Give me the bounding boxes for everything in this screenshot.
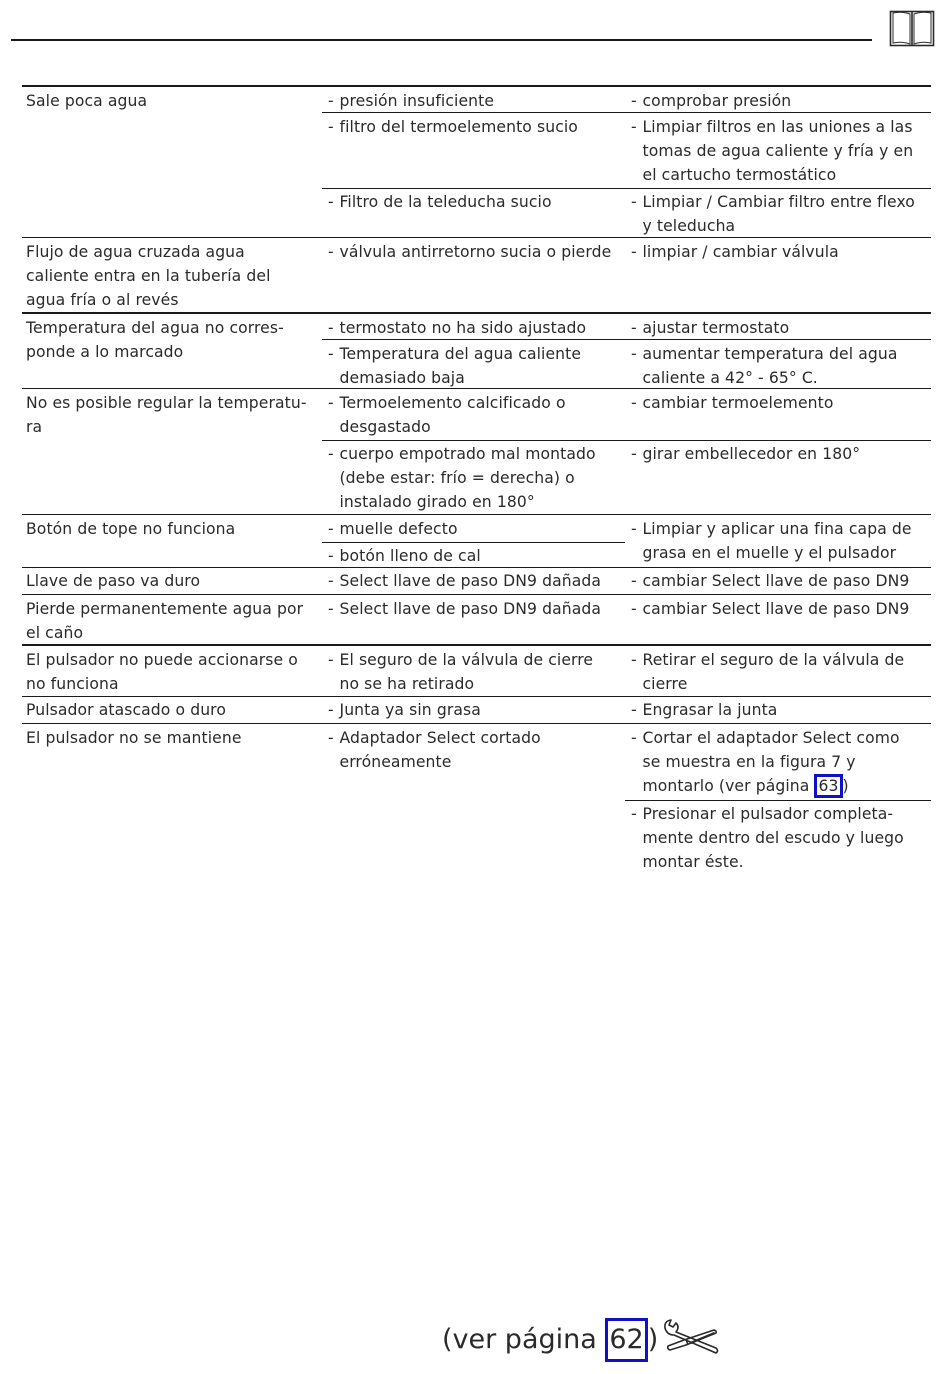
table-row [22, 567, 931, 594]
row-divider [625, 800, 931, 801]
remedy-item: - cambiar termoelemento [631, 394, 834, 412]
cause-item: - Filtro de la teleducha sucio [328, 193, 552, 211]
page-reference: (ver página 62 ) [442, 1316, 658, 1364]
remedy-item: - comprobar presión [631, 92, 792, 110]
row-divider [322, 188, 625, 189]
remedy-item: - Engrasar la junta [631, 701, 778, 719]
fault-description: Llave de paso va duro [26, 572, 201, 590]
open-book-icon [889, 10, 935, 48]
table-row [22, 388, 931, 514]
cause-item: - filtro del termoelemento sucio [328, 118, 578, 136]
cause-item: - Termoelemento calcificado o desgastado [328, 394, 566, 437]
row-divider [322, 440, 625, 441]
troubleshooting-table [22, 85, 931, 874]
fault-description: Flujo de agua cruzada agua caliente entra en la tubería del agua fría o al revés [26, 243, 271, 310]
cause-item: - termostato no ha sido ajustado [328, 319, 587, 337]
cause-item: - Junta ya sin grasa [328, 701, 481, 719]
remedy-item: - Limpiar filtros en las uniones a las tomas de agua caliente y fría y en el cartucho termostático [631, 118, 914, 185]
cause-item: - El seguro de la válvula de cierre no se ha retirado [328, 651, 594, 694]
cause-item: - botón lleno de cal [328, 547, 481, 565]
remedy-item: - cambiar Select llave de paso DN9 [631, 600, 910, 618]
table-row [22, 644, 931, 696]
remedy-item: - Limpiar / Cambiar filtro entre flexo y teleducha [631, 193, 915, 236]
table-row [22, 723, 931, 874]
remedy-item: - Limpiar y aplicar una fina capa de grasa en el muelle y el pulsador [631, 520, 912, 563]
row-divider [625, 112, 931, 113]
remedy-item: - cambiar Select llave de paso DN9 [631, 572, 910, 590]
cause-item: - muelle defecto [328, 520, 458, 538]
remedy-item: - aumentar temperatura del agua caliente a 42° - 65° C. [631, 345, 898, 388]
remedy-item: - Cortar el adaptador Select como se muestra en la figura 7 y montarlo (ver página 63 ) [631, 726, 900, 799]
fault-description: Temperatura del agua no corres- ponde a lo marcado [26, 319, 284, 362]
fault-description: Pulsador atascado o duro [26, 701, 226, 719]
fault-description: El pulsador no se mantiene [26, 729, 242, 747]
fault-description: No es posible regular la temperatu- ra [26, 394, 307, 437]
cause-item: - presión insuficiente [328, 92, 495, 110]
row-divider [625, 339, 931, 340]
page-63-link[interactable]: 63 [814, 774, 842, 798]
remedy-item: - limpiar / cambiar válvula [631, 243, 839, 261]
cause-item: - Temperatura del agua caliente demasiado baja [328, 345, 582, 388]
table-row [22, 312, 931, 388]
cause-item: - Select llave de paso DN9 dañada [328, 572, 602, 590]
fault-description: El pulsador no puede accionarse o no funciona [26, 651, 298, 694]
row-divider [625, 188, 931, 189]
remedy-item: - Presionar el pulsador completa- mente dentro del escudo y luego montar éste. [631, 805, 904, 872]
remedy-item: - Retirar el seguro de la válvula de cierre [631, 651, 905, 694]
remedy-item: - ajustar termostato [631, 319, 790, 337]
table-row [22, 696, 931, 723]
cause-item: - cuerpo empotrado mal montado (debe estar: frío = derecha) o instalado girado en 180° [328, 445, 596, 512]
fault-description: Sale poca agua [26, 92, 148, 110]
header-rule [11, 39, 872, 41]
cause-item: - Select llave de paso DN9 dañada [328, 600, 602, 618]
row-divider [625, 440, 931, 441]
fault-description: Pierde permanentemente agua por el caño [26, 600, 304, 643]
remedy-item: - girar embellecedor en 180° [631, 445, 861, 463]
page-62-link[interactable]: 62 [605, 1318, 647, 1362]
table-row [22, 514, 931, 567]
cause-item: - válvula antirretorno sucia o pierde [328, 243, 612, 261]
cause-item: - Adaptador Select cortado erróneamente [328, 729, 541, 772]
fault-description: Botón de tope no funciona [26, 520, 236, 538]
wrench-screwdriver-icon [662, 1318, 720, 1358]
table-row [22, 237, 931, 312]
row-divider [322, 339, 625, 340]
row-divider [322, 112, 625, 113]
table-row [22, 594, 931, 644]
row-divider [322, 542, 625, 543]
table-row [22, 85, 931, 237]
